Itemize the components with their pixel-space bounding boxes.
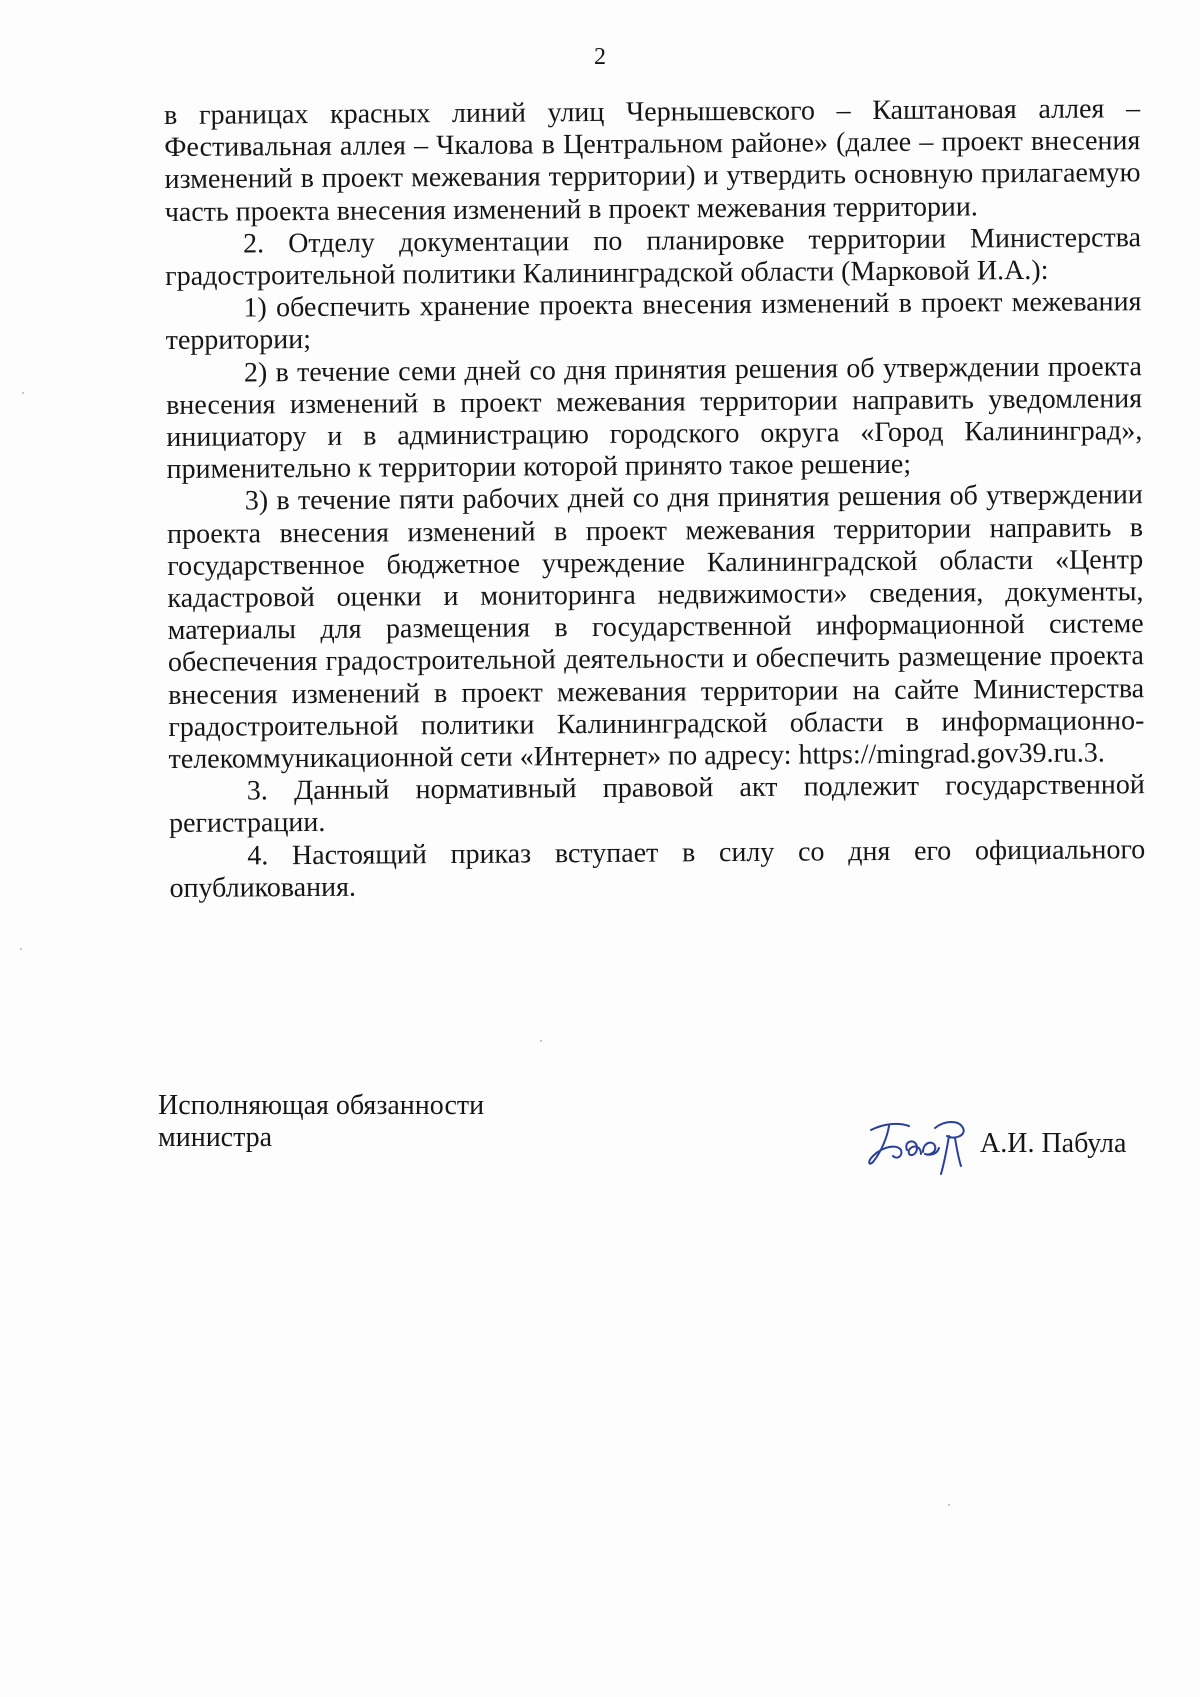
signer-name: А.И. Пабула bbox=[980, 1128, 1127, 1159]
scan-speck bbox=[948, 1504, 950, 1506]
paragraph-continuation: в границах красных линий улиц Чернышевского – Каштановая аллея – Фестивальная аллея – Чкалова в Центральном районе» (далее – проект внесения изменений в проект межевания территории) и утвердить основную прилагаемую часть проекта внесения изменений в проект межевания территории. bbox=[164, 93, 1141, 228]
paragraph-item-4: 4. Настоящий приказ вступает в силу со дня его официального опубликования. bbox=[169, 833, 1146, 904]
signer-position bbox=[158, 1090, 484, 1154]
paragraph-item-3: 3. Данный нормативный правовой акт подлежит государственной регистрации. bbox=[168, 769, 1145, 840]
page-number: 2 bbox=[594, 44, 606, 70]
paragraph-item-2: 2. Отделу документации по планировке территории Министерства градостроительной политики Калининградской области (Марковой И.А.): bbox=[165, 221, 1142, 293]
scan-speck bbox=[20, 948, 22, 950]
paragraph-subitem-2: 2) в течение семи дней со дня принятия решения об утверждении проекта внесения изменений в проект межевания территории направить уведомления инициатору и в администрацию городского округа «Город Калининград», применительно к территории которой принято такое решение; bbox=[166, 350, 1143, 486]
signer-position-line2: министра bbox=[158, 1122, 273, 1153]
document-body bbox=[164, 93, 1146, 905]
signature-block bbox=[158, 1090, 1138, 1210]
scan-speck bbox=[540, 1040, 542, 1042]
signer-position-line1: Исполняющая обязанности bbox=[158, 1090, 485, 1121]
handwritten-signature-icon bbox=[863, 1110, 973, 1180]
scan-speck bbox=[22, 392, 24, 394]
paragraph-subitem-1: 1) обеспечить хранение проекта внесения изменений в проект межевания территории; bbox=[165, 286, 1142, 357]
paragraph-subitem-3: 3) в течение пяти рабочих дней со дня принятия решения об утверждении проекта внесения изменений в проект межевания территории направить в государственное бюджетное учреждение Калининградской области «Центр кадастровой оценки и мониторинга недвижимости» сведения, документы, материалы для размещения в государственной информационной системе обеспечения градостроительной деятельности и обеспечить размещение проекта внесения изменений в проект межевания территории на сайте Министерства градостроительной политики Калининградской области в информационно-телекоммуникационной сети «Интернет» по адресу: https://mingrad.gov39.ru.3. bbox=[166, 479, 1145, 776]
